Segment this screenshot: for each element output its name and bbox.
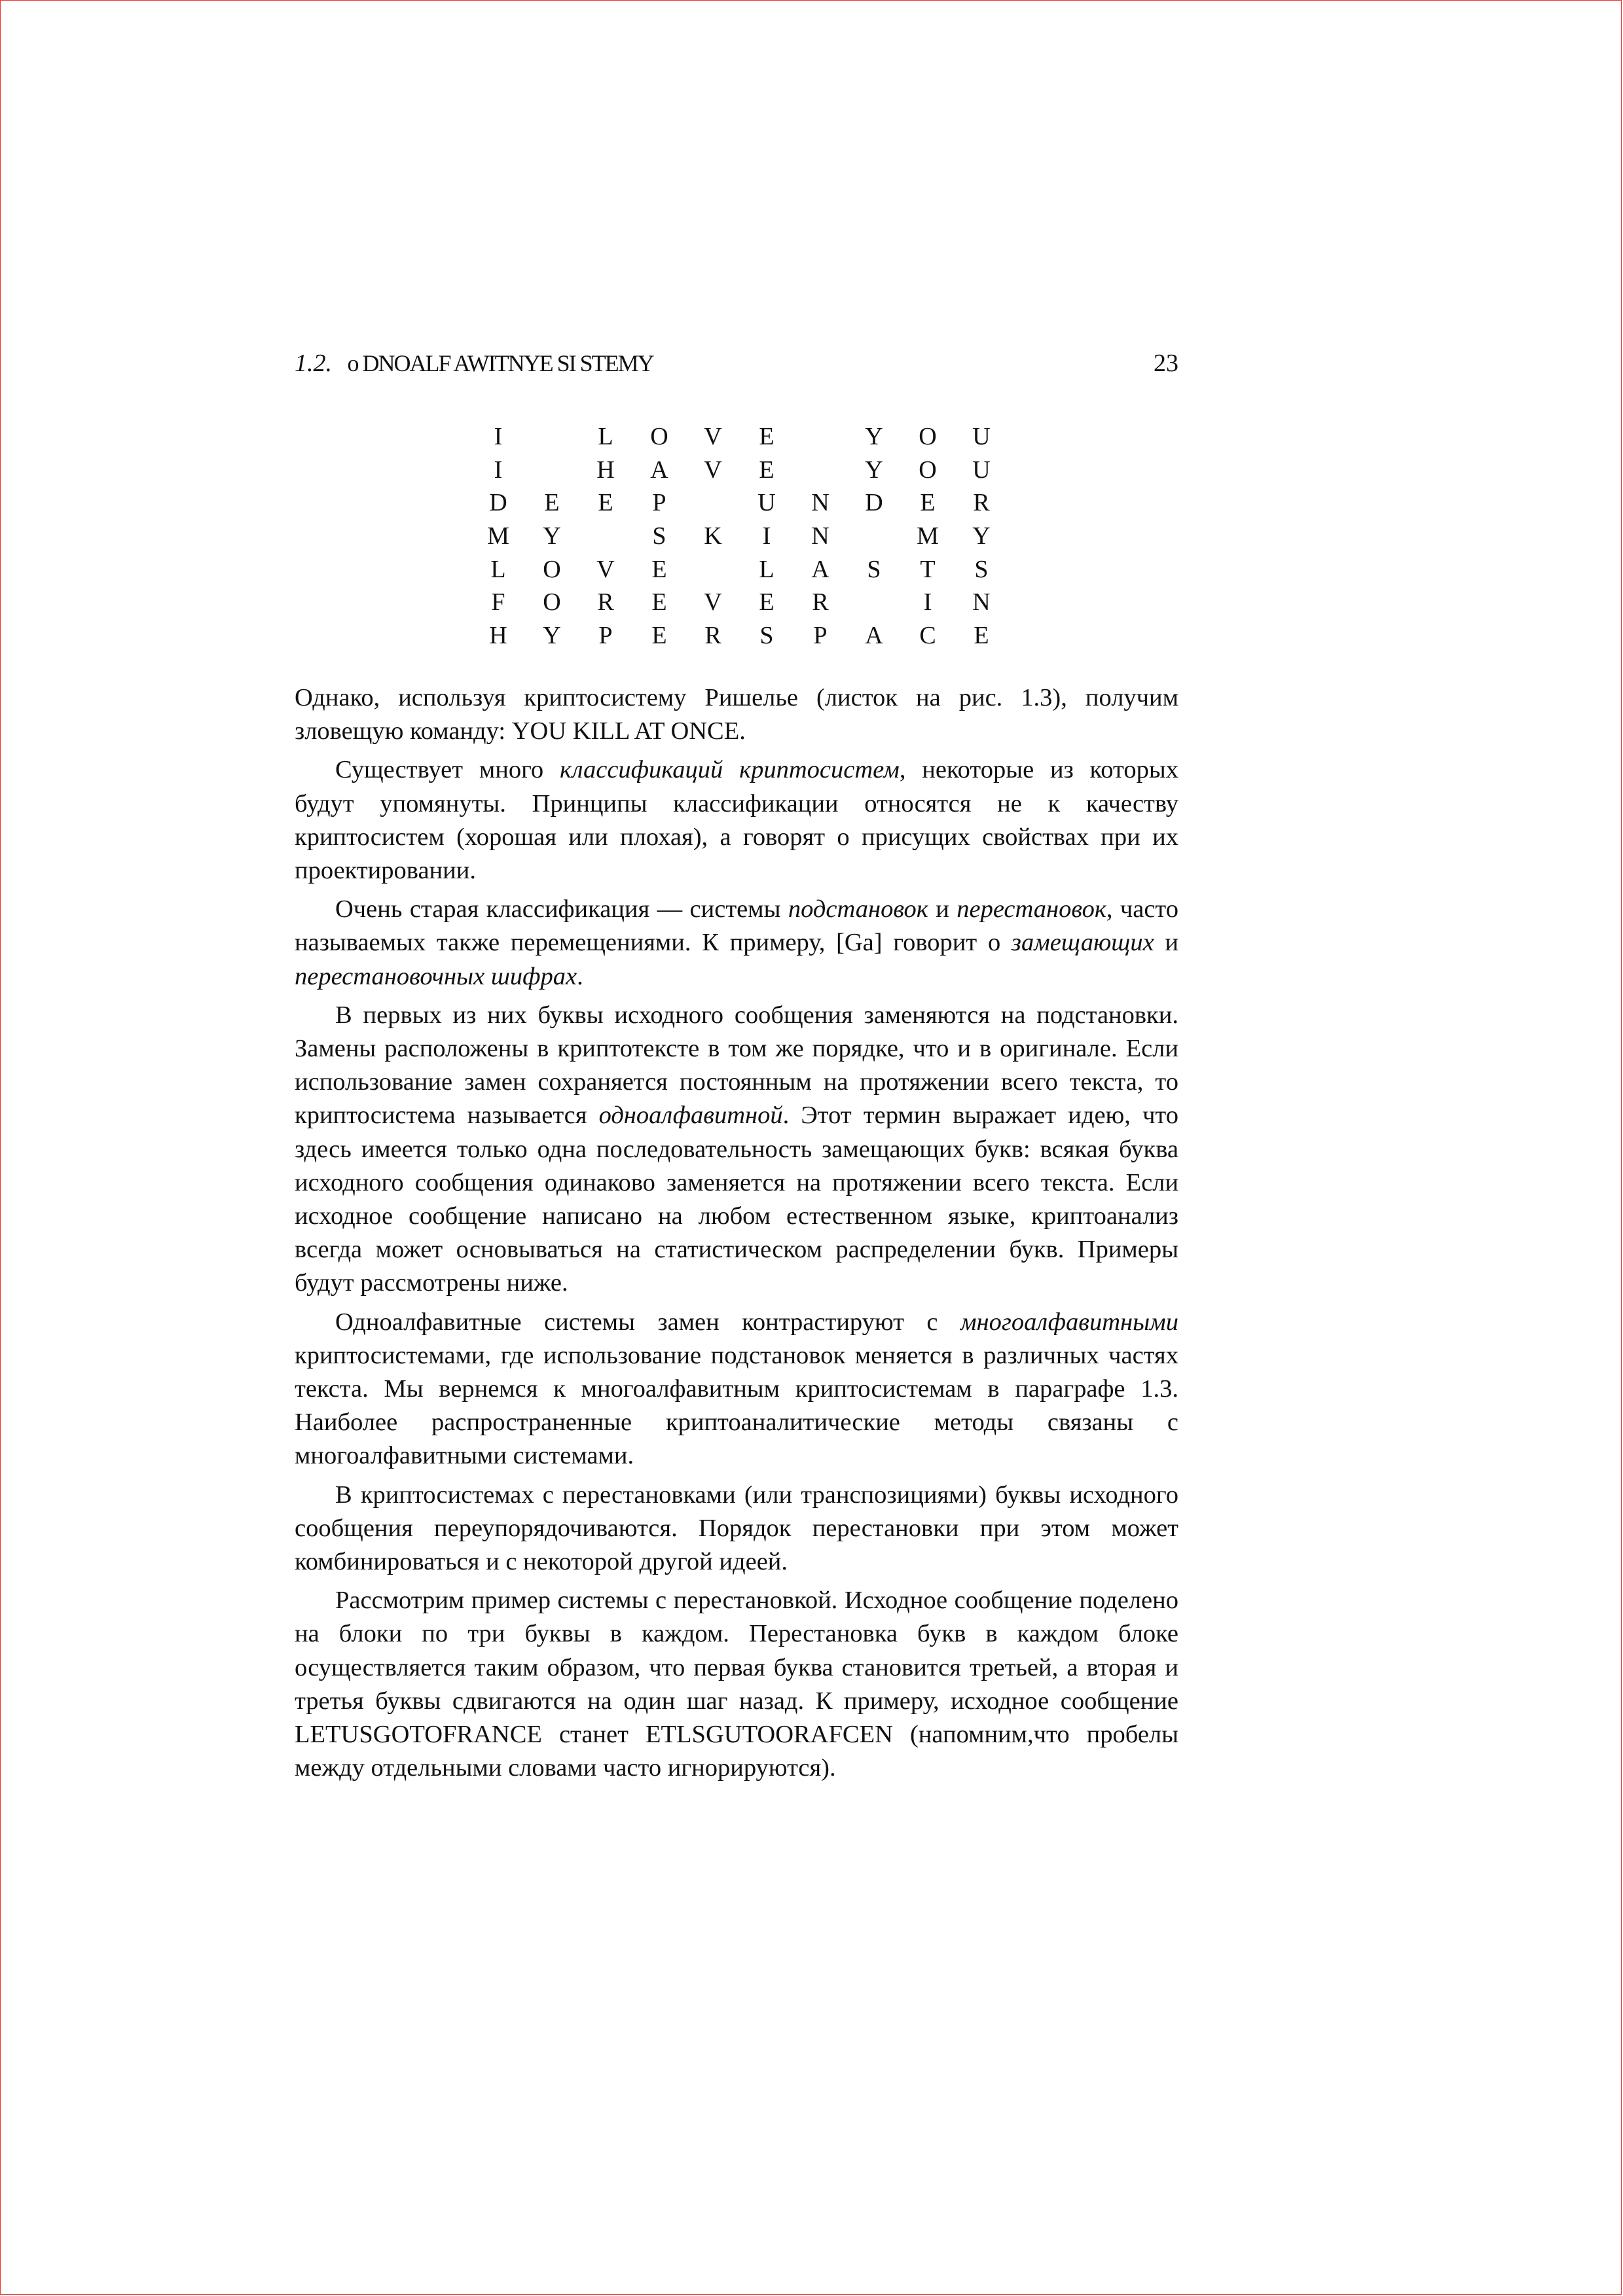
grid-cell: E	[759, 423, 775, 450]
letter-grid	[471, 420, 1008, 653]
grid-cell: E	[759, 456, 775, 484]
grid-cell: H	[489, 622, 507, 650]
section-title: o DNOALF AWITNYE SI STEMY	[347, 350, 653, 376]
paragraph-7	[295, 1584, 1178, 1785]
paragraph-text: Однако, используя криптосистему Ришелье (листок на рис. 1.3), получим зловещую команду: YOU KILL AT ONCE.	[295, 684, 1178, 745]
grid-cell: V	[704, 423, 722, 450]
grid-cell: L	[759, 555, 775, 583]
grid-cell: V	[704, 588, 722, 617]
grid-cell: H	[596, 456, 615, 484]
emphasis: перестановок	[957, 895, 1106, 924]
grid-cell: C	[919, 622, 936, 650]
paragraph-3	[295, 893, 1178, 994]
grid-cell: I	[762, 522, 771, 550]
grid-cell: S	[974, 555, 989, 583]
grid-cell: L	[598, 423, 613, 450]
grid-cell: I	[923, 588, 932, 617]
paragraph-text: , некоторые из которых будут упомянуты. Принципы классификации относятся не к качеству криптосистем (хорошая или плохая), а говорят о присущих свойствах при их проектировании.	[295, 756, 1178, 885]
grid-cell: I	[494, 423, 503, 450]
grid-cell: E	[651, 588, 667, 617]
paragraph-4	[295, 999, 1178, 1300]
grid-cell: U	[757, 489, 776, 517]
grid-cell: E	[920, 489, 936, 517]
grid-cell: U	[972, 456, 991, 484]
grid-cell: D	[865, 489, 883, 517]
grid-cell: R	[597, 588, 614, 617]
grid-cell: O	[919, 456, 937, 484]
paragraph-text: . Этот термин выражает идею, что здесь имеется только одна последовательность замещающих букв: всякая буква исходного сообщения одинаково заменяется на протяжении всего текста. Если исходное сообщение написано на любом естественном языке, криптоанализ всегда может основываться на статистическом распределении букв. Примеры будут рассмотрены ниже.	[295, 1102, 1178, 1297]
grid-cell: M	[917, 522, 939, 550]
grid-cell: O	[650, 423, 668, 450]
section-number: 1.2.	[295, 350, 332, 377]
grid-cell: U	[972, 423, 991, 450]
emphasis: перестановочных шифрах	[295, 962, 577, 990]
emphasis: одноалфавитной	[598, 1102, 783, 1130]
paragraph-5	[295, 1306, 1178, 1473]
grid-cell: Y	[972, 522, 991, 550]
grid-cell: D	[489, 489, 507, 517]
grid-cell: V	[596, 555, 615, 583]
grid-cell	[579, 520, 632, 553]
running-head	[295, 349, 1178, 388]
grid-cell: P	[598, 622, 613, 650]
grid-cell: F	[491, 588, 505, 617]
paragraph-text: В криптосистемах с перестановками (или транспозициями) буквы исходного сообщения переупорядочиваются. Порядок перестановки при этом может комбинироваться и с некоторой другой идеей.	[295, 1480, 1178, 1576]
grid-cell	[847, 586, 901, 619]
grid-cell	[525, 454, 579, 487]
grid-cell: R	[812, 588, 829, 617]
grid-cell: P	[652, 489, 666, 517]
grid-cell: E	[651, 555, 667, 583]
grid-cell: E	[759, 588, 775, 617]
paragraph-text: .	[577, 962, 583, 990]
grid-cell: E	[974, 622, 989, 650]
grid-cell: E	[544, 489, 560, 517]
grid-cell: V	[704, 456, 722, 484]
paragraph-text: криптосистемами, где использование подстановок меняется в различных частях текста. Мы вернемся к многоалфавитным криптосистемам в параграфе 1.3. Наиболее распространенные криптоаналитические методы связаны с многоалфавитными системами.	[295, 1341, 1178, 1470]
grid-cell: K	[704, 522, 722, 550]
grid-cell: N	[811, 489, 830, 517]
grid-cell: S	[867, 555, 881, 583]
grid-cell: O	[543, 588, 561, 617]
paragraph-2	[295, 753, 1178, 888]
emphasis: классификаций криптосистем	[559, 756, 900, 784]
grid-cell: E	[651, 622, 667, 650]
grid-cell: E	[598, 489, 613, 517]
paragraph-text: и	[1154, 929, 1178, 957]
paragraph-1	[295, 681, 1178, 748]
grid-cell: P	[813, 622, 828, 650]
paragraph-text: Рассмотрим пример системы с перестановкой. Исходное сообщение поделено на блоки по три буквы в каждом. Перестановка букв в каждом блоке осуществляется таким образом, что первая буква становится третьей, а вторая и третья буквы сдвигаются на один шаг назад. К примеру, исходное сообщение LETUSGOTOFRANCE станет ETLSGUTOORAFCEN (напомним,что пробелы между отдельными словами часто игнорируются).	[295, 1587, 1178, 1782]
paragraph-text: В первых из них буквы исходного сообщения заменяются на подстановки. Замены расположены в криптотексте в том же порядке, что и в оригинале. Если использование замен сохраняется постоянным на протяжении всего текста, то криптосистема называется	[295, 1001, 1178, 1130]
emphasis: многоалфавитными	[960, 1308, 1178, 1336]
page-number: 23	[1154, 350, 1178, 377]
grid-cell: I	[494, 456, 503, 484]
grid-cell: A	[865, 622, 883, 650]
paragraph-text: Существует много	[335, 756, 560, 784]
grid-cell: N	[811, 522, 830, 550]
grid-cell	[793, 454, 847, 487]
grid-cell: O	[919, 423, 937, 450]
grid-cell: A	[811, 555, 830, 583]
paragraph-6	[295, 1479, 1178, 1579]
grid-cell: O	[543, 555, 561, 583]
grid-cell	[686, 486, 740, 520]
grid-cell: Y	[543, 522, 561, 550]
grid-cell: A	[650, 456, 668, 484]
paragraph-text: Очень старая классификация — системы	[335, 895, 788, 924]
grid-cell: Y	[543, 622, 561, 650]
emphasis: подстановок	[788, 895, 928, 924]
grid-cell: R	[973, 489, 990, 517]
grid-cell: Y	[865, 423, 883, 450]
grid-cell: Y	[865, 456, 883, 484]
paragraph-text: и	[928, 895, 957, 924]
grid-cell: S	[759, 622, 774, 650]
grid-cell: N	[972, 588, 991, 617]
grid-cell: T	[920, 555, 936, 583]
grid-cell	[686, 553, 740, 586]
grid-cell	[525, 420, 579, 454]
grid-cell: R	[704, 622, 721, 650]
grid-cell: S	[652, 522, 666, 550]
grid-cell	[793, 420, 847, 454]
grid-cell: L	[490, 555, 506, 583]
paragraph-text: , часто называемых также перемещениями. К примеру, [Ga] говорит о	[295, 895, 1178, 957]
body-text	[295, 681, 1178, 1785]
emphasis: замещающих	[1011, 929, 1154, 957]
paragraph-text: Одноалфавитные системы замен контрастируют с	[335, 1308, 960, 1336]
grid-cell	[847, 520, 901, 553]
grid-cell: M	[487, 522, 509, 550]
